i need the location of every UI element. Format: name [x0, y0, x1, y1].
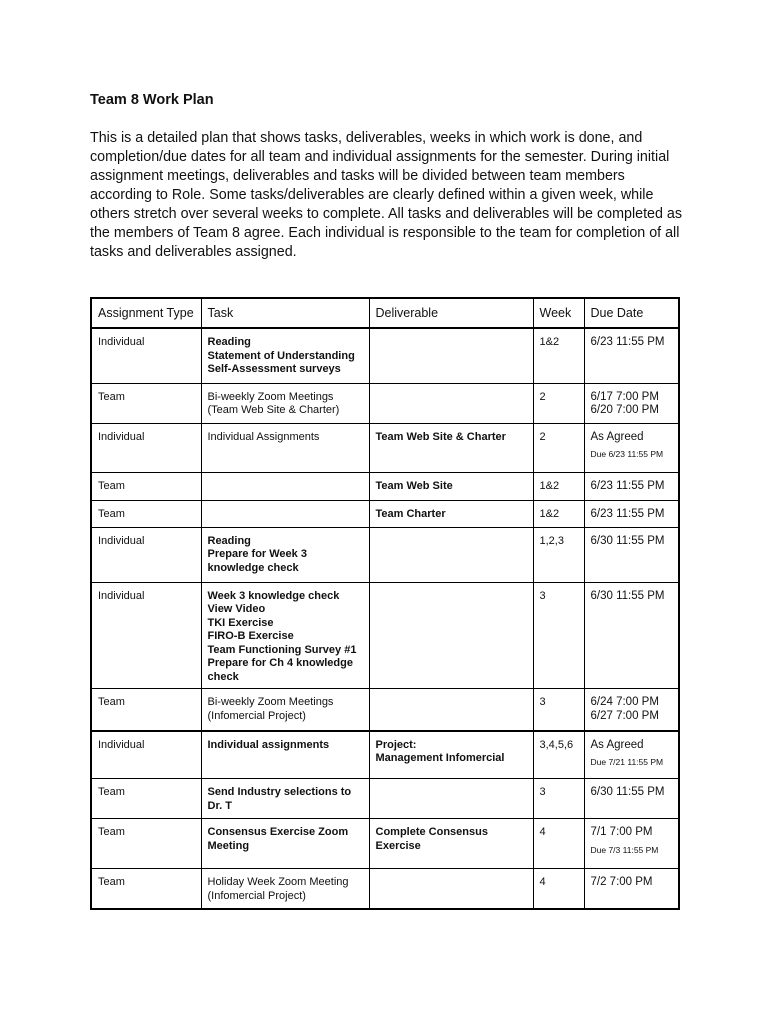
due-date-cell — [584, 500, 679, 527]
table-row — [91, 779, 679, 819]
task-text: Send Industry selections to Dr. T — [207, 786, 352, 812]
due-date-text: 6/23 11:55 PM — [590, 507, 665, 520]
task-text: Individual assignments — [207, 738, 330, 751]
assignment-type-cell — [91, 582, 201, 689]
deliverable-text: Management Infomercial — [375, 752, 505, 764]
task-cell — [201, 383, 369, 423]
deliverable-text: Team Web Site — [375, 479, 453, 492]
task-cell — [201, 527, 369, 582]
task-text: Prepare for Week 3 knowledge check — [207, 548, 307, 574]
deliverable-text: Team Charter — [375, 507, 446, 520]
assignment-type-text: Team — [98, 479, 125, 492]
assignment-type-text: Individual — [98, 430, 145, 443]
assignment-type-cell — [91, 383, 201, 423]
table-row — [91, 689, 679, 731]
week-cell — [533, 472, 584, 500]
task-text: Reading — [207, 336, 251, 348]
assignment-type-cell — [91, 423, 201, 472]
assignment-type-text: Individual — [98, 589, 145, 602]
task-cell — [201, 819, 369, 869]
due-date-cell — [584, 423, 679, 472]
due-date-text: 6/30 11:55 PM — [590, 786, 665, 798]
task-text: Bi-weekly Zoom Meetings — [207, 696, 334, 708]
week-text: 1&2 — [539, 336, 560, 348]
task-text: Consensus Exercise Zoom Meeting — [207, 826, 349, 852]
due-date-text: 6/17 7:00 PM — [590, 390, 659, 403]
week-text: 4 — [539, 826, 546, 838]
week-cell — [533, 500, 584, 527]
week-text: 3 — [539, 589, 546, 602]
due-date-cell — [584, 819, 679, 869]
assignment-type-text: Team — [98, 507, 125, 520]
task-text: (Infomercial Project) — [207, 709, 306, 722]
deliverable-text: Project: — [375, 738, 417, 751]
deliverable-text: Complete Consensus Exercise — [375, 826, 488, 852]
deliverable-cell — [369, 328, 533, 383]
assignment-type-cell — [91, 819, 201, 869]
table-row — [91, 472, 679, 500]
assignment-type-cell — [91, 527, 201, 582]
task-cell — [201, 731, 369, 779]
due-date-cell — [584, 582, 679, 689]
due-date-cell — [584, 328, 679, 383]
task-text: Team Functioning Survey #1 — [207, 643, 357, 656]
assignment-type-cell — [91, 500, 201, 527]
week-text: 3,4,5,6 — [539, 738, 574, 751]
deliverable-cell — [369, 779, 533, 819]
week-text: 2 — [539, 430, 546, 443]
week-text: 1&2 — [539, 479, 560, 492]
week-text: 1,2,3 — [539, 534, 564, 547]
task-text: View Video — [207, 603, 266, 615]
assignment-type-cell — [91, 779, 201, 819]
assignment-type-cell — [91, 472, 201, 500]
task-text: Statement of Understanding — [207, 349, 355, 362]
assignment-type-text: Team — [98, 826, 125, 838]
due-date-text: 6/20 7:00 PM — [590, 404, 659, 416]
table-row — [91, 819, 679, 869]
header-week: Week — [533, 298, 584, 328]
task-cell — [201, 779, 369, 819]
assignment-type-text: Team — [98, 696, 125, 708]
task-cell — [201, 689, 369, 731]
due-date-cell — [584, 689, 679, 731]
task-cell — [201, 472, 369, 500]
assignment-type-cell — [91, 689, 201, 731]
task-text: (Team Web Site & Charter) — [207, 404, 340, 416]
task-text: Prepare for Ch 4 knowledge check — [207, 657, 353, 683]
task-cell — [201, 423, 369, 472]
task-text: Holiday Week Zoom Meeting — [207, 876, 349, 888]
due-date-cell — [584, 731, 679, 779]
table-body — [91, 328, 679, 909]
due-note-text: Due 7/21 11:55 PM — [590, 757, 664, 767]
week-text: 3 — [539, 786, 546, 798]
table-row — [91, 527, 679, 582]
task-text: TKI Exercise — [207, 616, 274, 629]
task-text: Individual Assignments — [207, 430, 320, 443]
task-cell — [201, 328, 369, 383]
deliverable-cell — [369, 582, 533, 689]
table-row — [91, 328, 679, 383]
due-date-cell — [584, 527, 679, 582]
table-row — [91, 500, 679, 527]
table-row — [91, 731, 679, 779]
deliverable-cell — [369, 731, 533, 779]
assignment-type-text: Individual — [98, 336, 145, 348]
week-text: 3 — [539, 696, 546, 708]
due-date-cell — [584, 869, 679, 909]
week-cell — [533, 527, 584, 582]
table-row — [91, 869, 679, 909]
due-date-text: 6/23 11:55 PM — [590, 479, 665, 492]
task-text: Bi-weekly Zoom Meetings — [207, 390, 334, 403]
deliverable-cell — [369, 383, 533, 423]
assignment-type-cell — [91, 328, 201, 383]
assignment-type-text: Team — [98, 876, 125, 888]
week-text: 1&2 — [539, 507, 560, 520]
table-row — [91, 423, 679, 472]
deliverable-cell — [369, 689, 533, 731]
assignment-type-cell — [91, 731, 201, 779]
week-cell — [533, 582, 584, 689]
due-date-cell — [584, 779, 679, 819]
due-date-text: As Agreed — [590, 738, 644, 751]
due-date-text: As Agreed — [590, 430, 644, 443]
due-date-cell — [584, 383, 679, 423]
week-cell — [533, 328, 584, 383]
assignment-type-text: Individual — [98, 534, 145, 547]
table-row — [91, 582, 679, 689]
deliverable-cell — [369, 819, 533, 869]
task-cell — [201, 500, 369, 527]
due-date-text: 6/27 7:00 PM — [590, 709, 659, 722]
table-header-row — [91, 298, 679, 328]
due-date-cell — [584, 472, 679, 500]
due-date-text: 6/30 11:55 PM — [590, 589, 665, 602]
due-note-text: Due 6/23 11:55 PM — [590, 449, 664, 459]
deliverable-cell — [369, 423, 533, 472]
task-cell — [201, 582, 369, 689]
task-text: (Infomercial Project) — [207, 889, 306, 902]
header-due-date: Due Date — [584, 298, 679, 328]
intro-paragraph: This is a detailed plan that shows tasks, deliverables, weeks in which work is done, and completion/due dates for all team and individual assignments for the semester. During initial assignment meetings, deliverables and tasks will be divided between team members according to Role. Some tasks/deliverables are clearly defined within a given week, while others stretch over several weeks to complete. All tasks and deliverables will be completed as the members of Team 8 agree. Each individual is responsible to the team for completion of all tasks and deliverables assigned. — [90, 130, 683, 260]
due-date-text: 7/1 7:00 PM — [590, 826, 653, 838]
deliverable-cell — [369, 500, 533, 527]
task-text: Reading — [207, 534, 251, 547]
assignment-type-cell — [91, 869, 201, 909]
assignment-type-text: Team — [98, 786, 125, 798]
week-cell — [533, 779, 584, 819]
task-text: Self-Assessment surveys — [207, 363, 341, 375]
week-cell — [533, 423, 584, 472]
header-deliverable: Deliverable — [369, 298, 533, 328]
week-cell — [533, 383, 584, 423]
work-plan-table — [90, 297, 680, 910]
deliverable-cell — [369, 527, 533, 582]
task-cell — [201, 869, 369, 909]
assignment-type-text: Team — [98, 390, 125, 403]
deliverable-text: Team Web Site & Charter — [375, 430, 506, 443]
header-task: Task — [201, 298, 369, 328]
deliverable-cell — [369, 472, 533, 500]
week-text: 4 — [539, 876, 546, 888]
assignment-type-text: Individual — [98, 738, 145, 751]
week-cell — [533, 731, 584, 779]
due-date-text: 7/2 7:00 PM — [590, 876, 653, 888]
document-title: Team 8 Work Plan — [90, 92, 214, 108]
week-cell — [533, 689, 584, 731]
task-text: Week 3 knowledge check — [207, 589, 340, 602]
deliverable-cell — [369, 869, 533, 909]
due-date-text: 6/24 7:00 PM — [590, 696, 659, 708]
week-cell — [533, 819, 584, 869]
due-note-text: Due 7/3 11:55 PM — [590, 844, 659, 855]
due-date-text: 6/23 11:55 PM — [590, 336, 665, 348]
week-text: 2 — [539, 390, 546, 403]
task-text: FIRO-B Exercise — [207, 630, 294, 642]
table-row — [91, 383, 679, 423]
due-date-text: 6/30 11:55 PM — [590, 534, 665, 547]
week-cell — [533, 869, 584, 909]
header-assignment-type: Assignment Type — [91, 298, 201, 328]
